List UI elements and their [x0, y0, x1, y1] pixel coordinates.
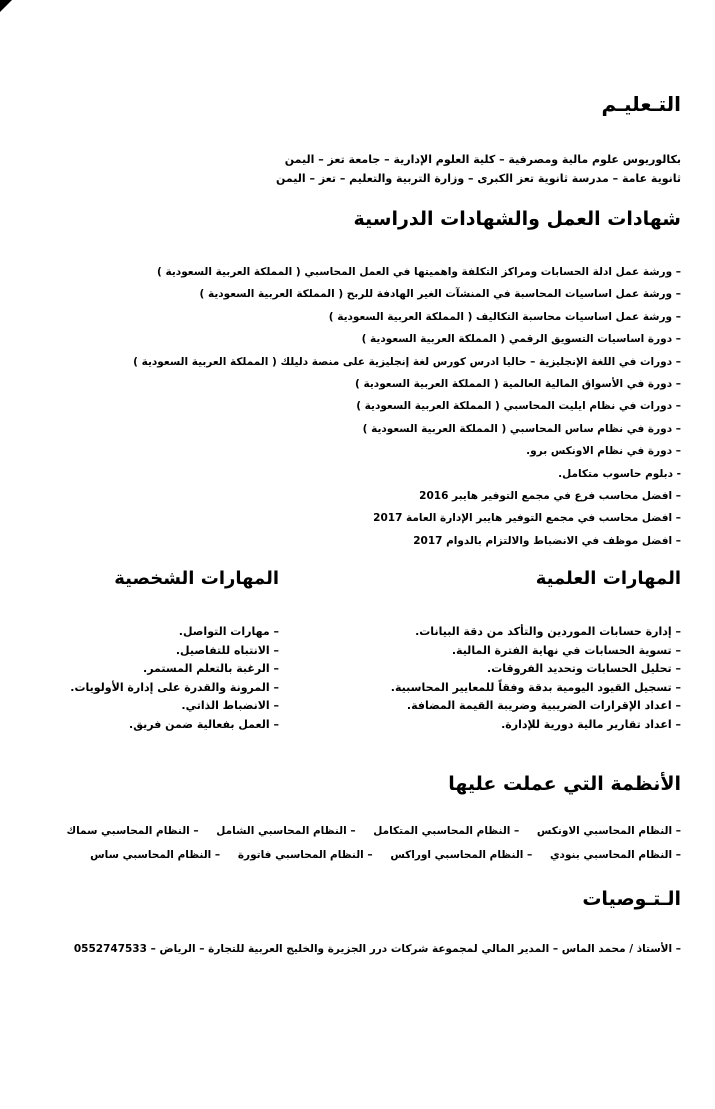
certificate-item: – دورة في نظام ساس المحاسبي ( المملكة العربية السعودية ) [362, 422, 681, 435]
personal-skills-heading: المهارات الشخصية [114, 568, 279, 589]
scientific-skills-list [391, 623, 681, 734]
education-line: ثانوية عامة – مدرسة ثانوية تعز الكبرى – وزارة التربية والتعليم – تعز – اليمن [276, 172, 681, 185]
certificate-item: – دورة اساسيات التسويق الرقمي ( المملكة العربية السعودية ) [361, 333, 681, 346]
certificate-item: – افضل محاسب فرع في مجمع التوفير هايبر 2016 [419, 490, 681, 503]
certificate-item: – دورات في نظام ايليت المحاسبي ( المملكة العربية السعودية ) [356, 400, 681, 413]
personal-skills-list [70, 623, 279, 734]
education-line: بكالوريوس علوم مالية ومصرفية – كلية العلوم الإدارية – جامعة تعز – اليمن [284, 153, 681, 166]
certificate-item: – ورشة عمل ادلة الحسابات ومراكز التكلفة واهميتها في العمل المحاسبي ( المملكة العربية السعودية ) [157, 266, 681, 278]
system-item: – النظام المحاسبي سماك [66, 825, 199, 837]
system-item: – النظام المحاسبي فاتورة [237, 849, 373, 861]
recommendation-line: – الأستاذ / محمد الماس – المدير المالي لمجموعة شركات درر الجزيرة والخليج العربية للتجارة – الرياض – 0552747533 [73, 943, 681, 955]
certificate-item: – افضل موظف في الانضباط والالتزام بالدوام 2017 [413, 534, 681, 547]
system-item: – النظام المحاسبي الاونكس [536, 825, 681, 837]
scientific-skill-item: – تسوية الحسابات في نهاية الفترة المالية. [451, 643, 681, 657]
certificates-heading: شهادات العمل والشهادات الدراسية [353, 208, 681, 230]
education-heading: التـعليـم [601, 92, 681, 116]
systems-row [52, 825, 681, 837]
certificate-item: - دبلوم حاسوب متكامل. [558, 467, 681, 480]
personal-skill-item: – العمل بفعالية ضمن فريق. [129, 717, 279, 731]
personal-skill-item: – مهارات التواصل. [178, 625, 279, 638]
personal-skill-item: – الانضباط الذاتي. [181, 699, 279, 712]
scientific-skill-item: – تسجيل القيود اليومية بدقة وفقاً للمعايير المحاسبية. [390, 680, 681, 694]
certificate-item: – دورات في اللغة الإنجليزية – حاليا ادرس كورس لغة إنجليزية على منصة دليلك ( المملكة العربية السعودية ) [133, 355, 681, 368]
certificate-item: – دورة في نظام الاونكس برو. [526, 445, 681, 458]
scientific-skills-heading: المهارات العلمية [535, 568, 681, 589]
personal-skill-item: – المرونة والقدرة على إدارة الأولويات. [70, 680, 279, 694]
system-item: – النظام المحاسبي ساس [90, 849, 221, 861]
systems-row [76, 849, 681, 861]
recommendations-heading: الـتـوصيات [582, 888, 681, 910]
scientific-skill-item: – اعداد تقارير مالية دورية للإدارة. [501, 717, 681, 731]
system-item: – النظام المحاسبي الشامل [216, 825, 356, 837]
scientific-skill-item: – تحليل الحسابات وتحديد الفروقات. [487, 662, 681, 675]
certificate-item: – ورشة عمل اساسيات محاسبة التكاليف ( المملكة العربية السعودية ) [328, 310, 681, 323]
certificate-item: – افضل محاسب في مجمع التوفير هايبر الإدارة العامة 2017 [373, 512, 681, 525]
scientific-skill-item: – إدارة حسابات الموردين والتأكد من دقة البيانات. [415, 625, 681, 638]
system-item: – النظام المحاسبي اوراكس [390, 849, 533, 861]
system-item: – النظام المحاسبي المتكامل [373, 825, 520, 837]
certificate-item: – دورة في الأسواق المالية العالمية ( المملكة العربية السعودية ) [355, 378, 681, 391]
personal-skill-item: – الانتباه للتفاصيل. [175, 643, 279, 657]
personal-skill-item: – الرغبة بالتعلم المستمر. [143, 662, 279, 675]
certificate-item: – ورشة عمل اساسيات المحاسبة في المنشآت الغير الهادفة للربح ( المملكة العربية السعودية ) [199, 288, 681, 301]
scientific-skill-item: – اعداد الإقرارات الضريبية وضريبة القيمة المضافة. [406, 699, 681, 712]
system-item: – النظام المحاسبي بنودي [549, 849, 681, 861]
certificates-list [133, 261, 681, 552]
systems-heading: الأنظمة التي عملت عليها [448, 773, 681, 795]
education-section [276, 150, 681, 188]
